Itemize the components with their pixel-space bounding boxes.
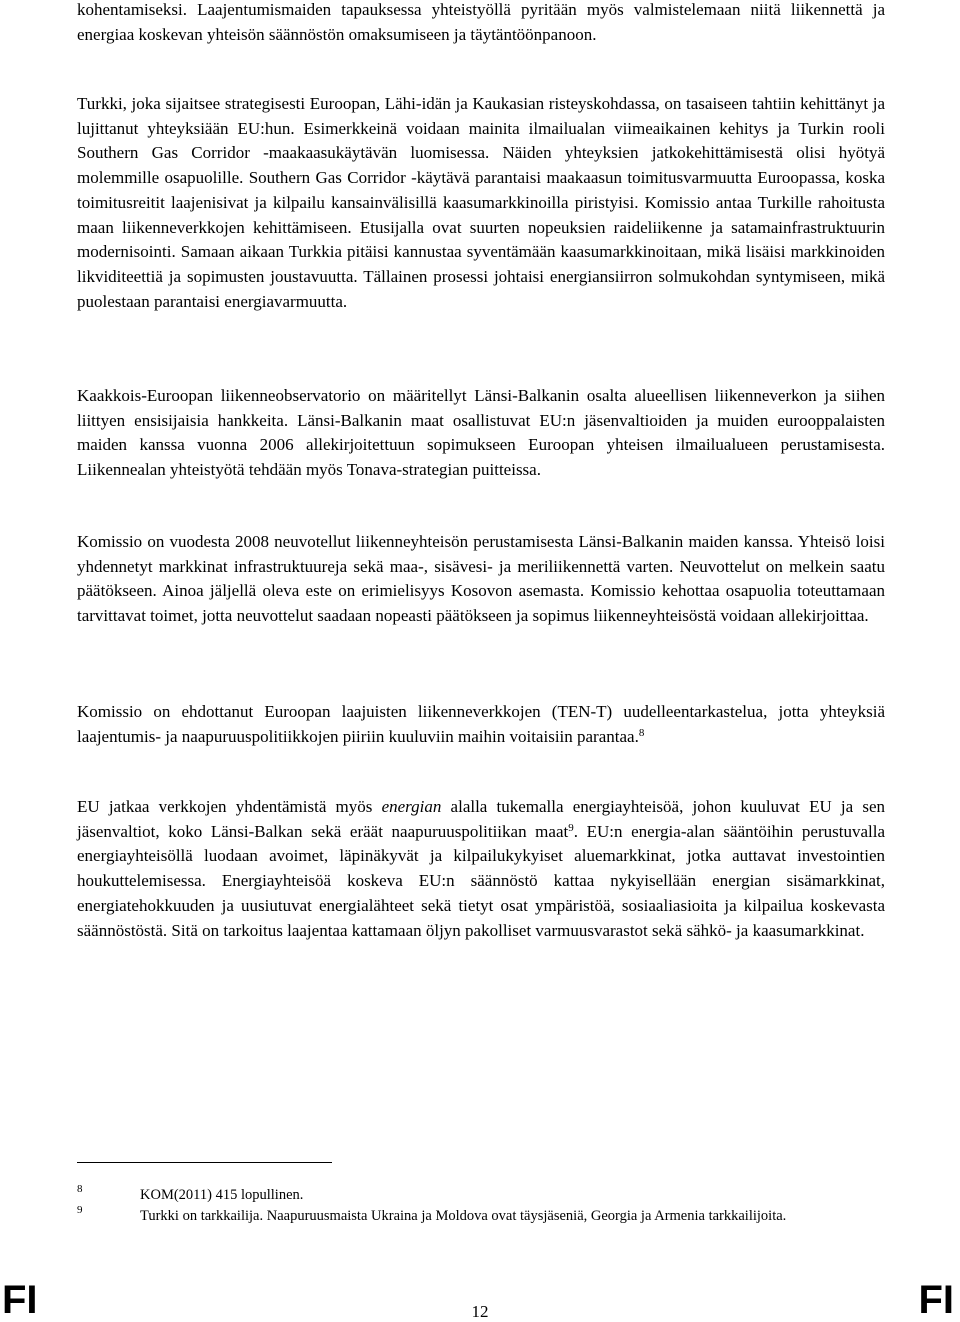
paragraph-6-middle: alalla tukemalla energiayhteisöä, johon kuuluvat EU ja sen jäsenvaltiot, koko Länsi-Balkan sekä eräät naapuruuspolitiikan maat [77, 797, 885, 841]
paragraph-3: Kaakkois-Euroopan liikenneobservatorio on määritellyt Länsi-Balkanin osalta alueellisen liikenneverkon ja siihen liittyen ensisijaisia hankkeita. Länsi-Balkanin maat osallistuvat EU:n jäsenvaltioiden ja muiden eurooppalaisten maiden kanssa vuonna 2006 allekirjoitettuun sopimukseen Euroopan yhteisen ilmailualueen perustamisesta. Liikennealan yhteistyötä tehdään myös Tonava-strategian puitteissa. [77, 386, 885, 480]
emphasis-energian: energian [381, 797, 442, 816]
paragraph-5-text: Komissio on ehdottanut Euroopan laajuisten liikenneverkkojen (TEN-T) uudelleentarkastelua, jotta yhteyksiä laajentumis- ja naapuruuspolitiikkojen piiriin kuuluviin maihin voitaisiin parantaa. [77, 702, 885, 746]
paragraph-6-start: EU jatkaa verkkojen yhdentämistä myös [77, 797, 382, 816]
paragraph-6-end: . EU:n energia-alan sääntöihin perustuvalla energiayhteisöllä luodaan avoimet, läpinäkyvät ja kilpailukykyiset aluemarkkinat, jotka auttavat investointien houkuttelemisessa. Energiayhteisöä koskeva EU:n säännöstö kattaa nykyisellään energian sisämarkkinat, energiatehokkuuden ja uusiutuvat energialähteet sekä tietyt osat ympäristöä, sosiaaliasioita ja kilpailua koskevasta säännöstöstä. Sitä on tarkoitus laajentaa kattamaan öljyn pakolliset varmuusvarastot sekä sähkö- ja kaasumarkkinat. [77, 821, 886, 940]
footnote-text: Turkki on tarkkailija. Naapuruusmaista Ukraina ja Moldova ovat täysjäseniä, Georgia ja Armenia tarkkailijoita. [140, 1208, 787, 1224]
footnote-ref-9: 9 [568, 821, 574, 834]
paragraph-6 [77, 795, 885, 943]
footer-language-right: FI [918, 1278, 954, 1322]
paragraph-2: Turkki, joka sijaitsee strategisesti Euroopan, Lähi-idän ja Kaukasian risteyskohdassa, on tasaiseen tahtiin kehittänyt ja lujittanut yhteyksiään EU:hun. Esimerkkeinä voidaan mainita ilmailualan viimeaikainen kehitys ja Turkin rooli Southern Gas Corridor -maakaasukäytävän luomisessa. Näiden yhteyksien jatkokehittämisestä olisi hyötyä molemmille osapuolille. Southern Gas Corridor -käytävä parantaisi maakaasun toimitusvarmuutta Euroopassa, koska toimitusreitit laajenisivat ja kilpailu kansainvälisillä kaasumarkkinoilla piristyisi. Komissio antaa Turkille rahoitusta maan liikenneverkkojen kehittämiseen. Etusijalla ovat suurten nopeuksien raideliikenne ja satamainfrastruktuurin modernisointi. Samaan aikaan Turkkia pitäisi kannustaa syventämään kaasumarkkinoitaan, mikä lisäisi markkinoiden likviditeettiä ja sopimusten joustavuutta. Tällainen prosessi johtaisi energiansiirron solmukohdan syntymiseen, mikä puolestaan parantaisi energiavarmuutta. [77, 94, 885, 311]
footer-language-left: FI [2, 1278, 38, 1322]
footnote-number: 8 [77, 1183, 83, 1195]
footnote-ref-8: 8 [638, 726, 645, 739]
footnote-number: 9 [77, 1204, 83, 1216]
footnote-text: KOM(2011) 415 lopullinen. [140, 1187, 304, 1203]
page-number: 12 [471, 1302, 489, 1321]
paragraph-1: kohentamiseksi. Laajentumismaiden tapauksessa yhteistyöllä pyritään myös valmistelemaan niitä liikennettä ja energiaa koskevan yhteisön säännöstön omaksumiseen ja täytäntöönpanoon. [77, 0, 885, 44]
paragraph-5 [77, 700, 885, 749]
footnote-separator [77, 1162, 332, 1163]
paragraph-4: Komissio on vuodesta 2008 neuvotellut liikenneyhteisön perustamisesta Länsi-Balkanin maiden kanssa. Yhteisö loisi yhdennetyt markkinat infrastruktuureja sekä maa-, sisävesi- ja meriliikennettä varten. Neuvottelut on melkein saatu päätökseen. Ainoa jäljellä oleva este on erimielisyys Kosovon asemasta. Komissio kehottaa osapuolia toteuttamaan tarvittavat toimet, jotta neuvottelut saadaan nopeasti päätökseen ja sopimus liikenneyhteisöstä voidaan allekirjoittaa. [77, 532, 885, 626]
